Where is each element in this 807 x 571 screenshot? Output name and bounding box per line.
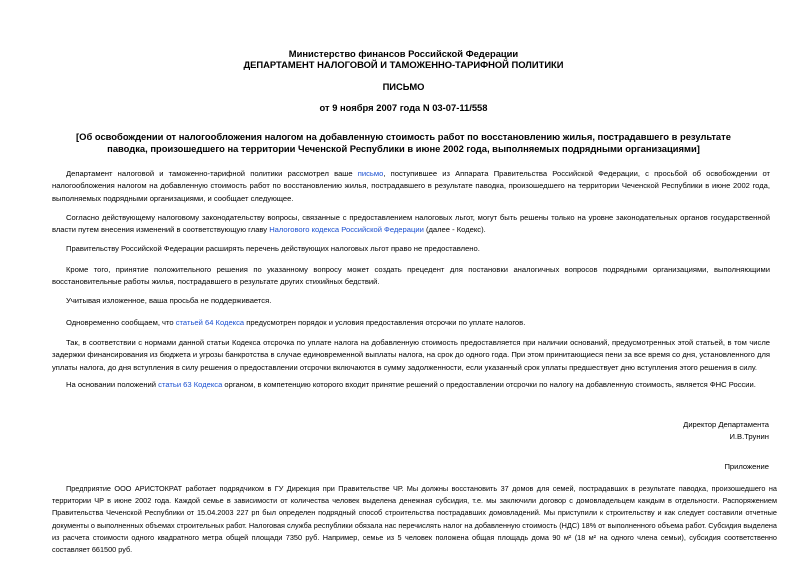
document-subject: [Об освобождении от налогообложения налогом на добавленную стоимость работ по восстановлению жилья, пострадавшего в результате паводка, произошедшего на территории Чеченской Республики в июне 2002 года, выполняемых подрядными организациями] [76, 131, 731, 154]
paragraph-text: Департамент налоговой и таможенно-тарифной политики рассмотрел ваше [66, 169, 358, 178]
ministry-name: Министерство финансов Российской Федерации [288, 48, 519, 59]
paragraph-text: Согласно действующему налоговому законодательству вопросы, связанные с предоставлением налоговых льгот, могут быть решены только на уровне законодательных органов государственной власти путем внесения изменений в соответствующую главу [52, 213, 770, 235]
paragraph-6 [52, 317, 770, 329]
paragraph-4: Кроме того, принятие положительного решения по указанному вопросу может создать прецедент для постановки аналогичных вопросов подрядными организациями, выполняющими восстановительные работы жилья, пострадавшего в результате других стихийных бедствий. [52, 265, 770, 287]
signature-name: И.В.Трунин [729, 432, 769, 441]
letter-link[interactable]: письмо [357, 169, 384, 178]
paragraph-8 [52, 379, 770, 391]
document-date-number: от 9 ноября 2007 года N 03-07-11/558 [319, 102, 488, 113]
paragraph-text: , поступившее из Аппарата Правительства Российской Федерации, с просьбой об освобождении от налогообложения налогом на добавленную стоимость работ по восстановлению жилья, пострадавшего в результате паводка, произошедшего на территории Чеченской Республики в июне 2002 года, выполняемых подрядными организациями, и сообщает следующее. [52, 169, 770, 203]
paragraph-3: Правительству Российской Федерации расширять перечень действующих налоговых льгот право не предоставлено. [66, 244, 480, 253]
paragraph-2 [52, 212, 770, 237]
signature-title: Директор Департамента [683, 420, 769, 429]
paragraph-text: органом, в компетенцию которого входит принятие решений о предоставлении отсрочки по налогу на добавленную стоимость, является ФНС России. [222, 380, 756, 389]
department-name: ДЕПАРТАМЕНТ НАЛОГОВОЙ И ТАМОЖЕННО-ТАРИФНОЙ ПОЛИТИКИ [243, 59, 564, 70]
tax-code-link[interactable]: Налогового кодекса Российской Федерации [269, 225, 424, 235]
paragraph-text: Одновременно сообщаем, что [66, 318, 176, 327]
paragraph-1 [52, 168, 770, 205]
paragraph-5: Учитывая изложенное, ваша просьба не поддерживается. [66, 296, 272, 305]
appendix-label: Приложение [724, 462, 769, 471]
paragraph-7: Так, в соответствии с нормами данной статьи Кодекса отсрочка по уплате налога на добавленную стоимость предоставляется при наличии оснований, предусмотренных этой статьей, в том числе задержки финансирования из бюджета и угрозы банкротства в случае единовременной выплаты налога, на срок до одного года. При этом принитающиеся пени за все время со дня, установленного для уплаты налога, до дня вступления в силу решения о предоставлении отсрочки включаются в сумму задолженности, если указанный срок уплаты предшествует дню вступления этого решения в силу. [52, 338, 770, 372]
paragraph-text: предусмотрен порядок и условия предоставления отсрочки по уплате налогов. [244, 318, 526, 327]
paragraph-text: (далее - Кодекс). [423, 225, 486, 235]
appendix-text: Предприятие ООО АРИСТОКРАТ работает подрядчиком в ГУ Дирекция при Правительстве ЧР. Мы должны восстановить 37 домов для семей, пострадавших в результате паводка, произошедшего на территории ЧР в июне 2002 года. Каждой семье в зависимости от количества человек выделена денежная субсидия, т.е. мы заключили договор с домовладельцем каждым в отдельности. Распоряжением Правительства Чеченской Республики от 15.04.2003 227 рп был определен подрядный способ строительства пострадавших домовладений. Мы приступили к строительству и как следует составили отчетные документы о выполненных объемах строительных работ. Налоговая служба республики обязала нас перечислять налог на добавленную стоимость (НДС) 18% от выполненного объема работ. Субсидия выделена из расчета стоимости одного квадратного метра общей площади 7350 руб. Например, семье из 5 человек положена общая площадь дома 90 м² (18 м² на одного члена семьи), субсидия соответственно составляет 661500 руб. [52, 484, 777, 555]
document-type: ПИСЬМО [382, 81, 425, 92]
paragraph-text: На основании положений [66, 380, 159, 389]
article-64-link[interactable]: статьей 64 Кодекса [175, 318, 245, 327]
article-63-link[interactable]: статьи 63 Кодекса [158, 380, 223, 389]
